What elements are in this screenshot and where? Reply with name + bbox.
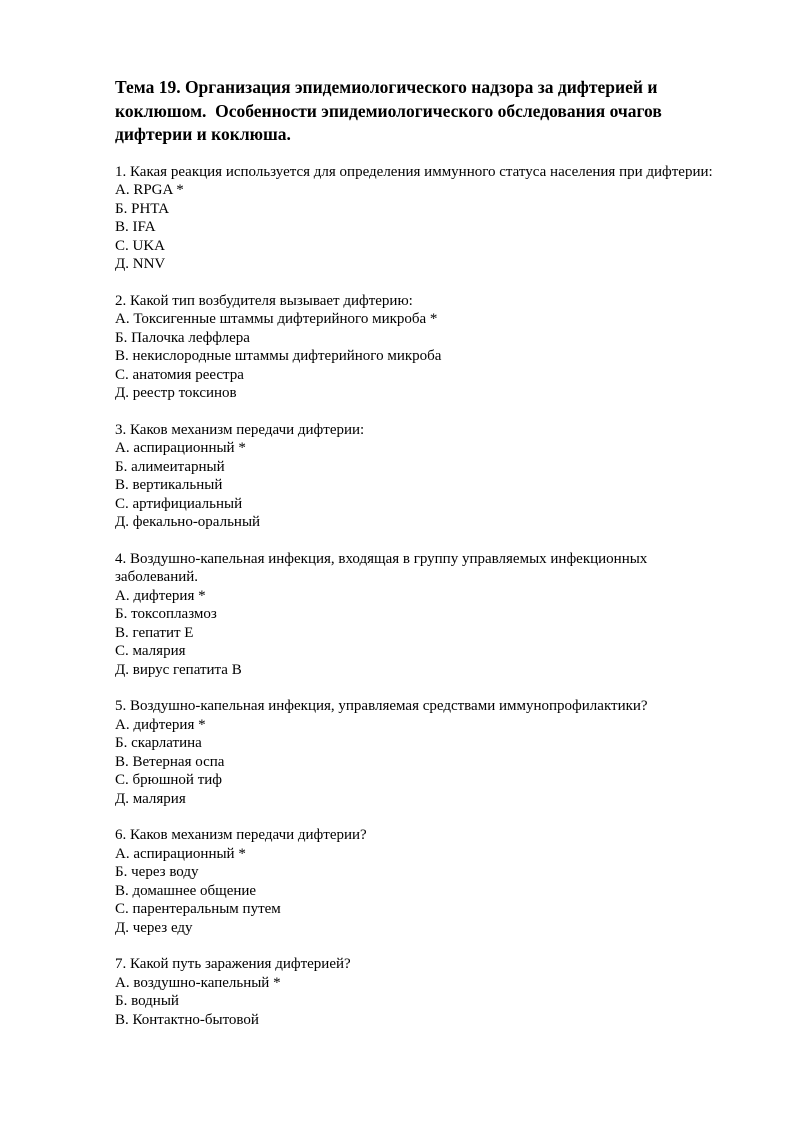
answer-option: A. аспирационный * [115, 845, 246, 862]
answer-option: Д. через еду [115, 919, 193, 936]
question-block [115, 955, 725, 1029]
question-list [115, 163, 725, 1030]
answer-option: B. домашнее общение [115, 882, 257, 899]
answer-option: Б. токсоплазмоз [115, 606, 217, 622]
answer-option: B. IFA [115, 219, 156, 235]
document-title: Тема 19. Организация эпидемиологического надзора за дифтерией и коклюшом. Особенности эпидемиологического обследования очагов дифтерии и коклюша. [115, 77, 667, 144]
answer-option: A. дифтерия * [115, 716, 206, 733]
question-text: 7. Какой путь заражения дифтерией? [115, 956, 351, 972]
question-block [115, 163, 725, 274]
answer-option: C. малярия [115, 643, 186, 659]
answer-option: Б. PHTA [115, 200, 170, 217]
answer-option: A. RPGA * [115, 182, 184, 198]
answer-option: Д. малярия [115, 790, 186, 807]
question-block [115, 826, 725, 937]
question-text: 1. Какая реакция используется для определения иммунного статуса населения при дифтерии: [115, 163, 713, 180]
answer-option: B. Контактно-бытовой [115, 1011, 259, 1028]
question-block [115, 421, 725, 532]
answer-option: C. брюшной тиф [115, 772, 222, 788]
document-page [115, 76, 725, 1047]
question-block [115, 292, 725, 403]
answer-option: A. Токсигенные штаммы дифтерийного микроба * [115, 311, 438, 327]
answer-option: Б. алимеитарный [115, 458, 225, 475]
answer-option: A. аспирационный * [115, 440, 246, 456]
question-block [115, 697, 725, 808]
answer-option: C. парентеральным путем [115, 901, 281, 917]
question-block [115, 550, 725, 680]
answer-option: C. артифициальный [115, 495, 243, 512]
question-text: 6. Каков механизм передачи дифтерии? [115, 827, 367, 843]
answer-option: C. UKA [115, 237, 166, 254]
answer-option: Б. скарлатина [115, 735, 202, 751]
answer-option: Д. фекально-оральный [115, 514, 261, 530]
question-text: 4. Воздушно-капельная инфекция, входящая в группу управляемых инфекционных заболеваний. [115, 550, 648, 585]
answer-option: B. вертикальный [115, 477, 223, 493]
answer-option: B. Ветерная оспа [115, 753, 225, 770]
answer-option: Б. водный [115, 993, 179, 1009]
answer-option: Д. вирус гепатита B [115, 661, 242, 678]
answer-option: C. анатомия реестра [115, 366, 244, 383]
question-text: 5. Воздушно-капельная инфекция, управляемая средствами иммунопрофилактики? [115, 698, 648, 714]
answer-option: A. воздушно-капельный * [115, 974, 281, 991]
question-text: 3. Каков механизм передачи дифтерии: [115, 421, 365, 438]
answer-option: A. дифтерия * [115, 587, 206, 604]
question-text: 2. Какой тип возбудителя вызывает дифтерию: [115, 292, 413, 309]
answer-option: Д. NNV [115, 256, 166, 272]
answer-option: B. некислородные штаммы дифтерийного микроба [115, 348, 442, 364]
answer-option: Б. Палочка леффлера [115, 329, 250, 346]
answer-option: B. гепатит E [115, 624, 194, 641]
answer-option: Б. через воду [115, 864, 199, 880]
answer-option: Д. реестр токсинов [115, 385, 237, 401]
